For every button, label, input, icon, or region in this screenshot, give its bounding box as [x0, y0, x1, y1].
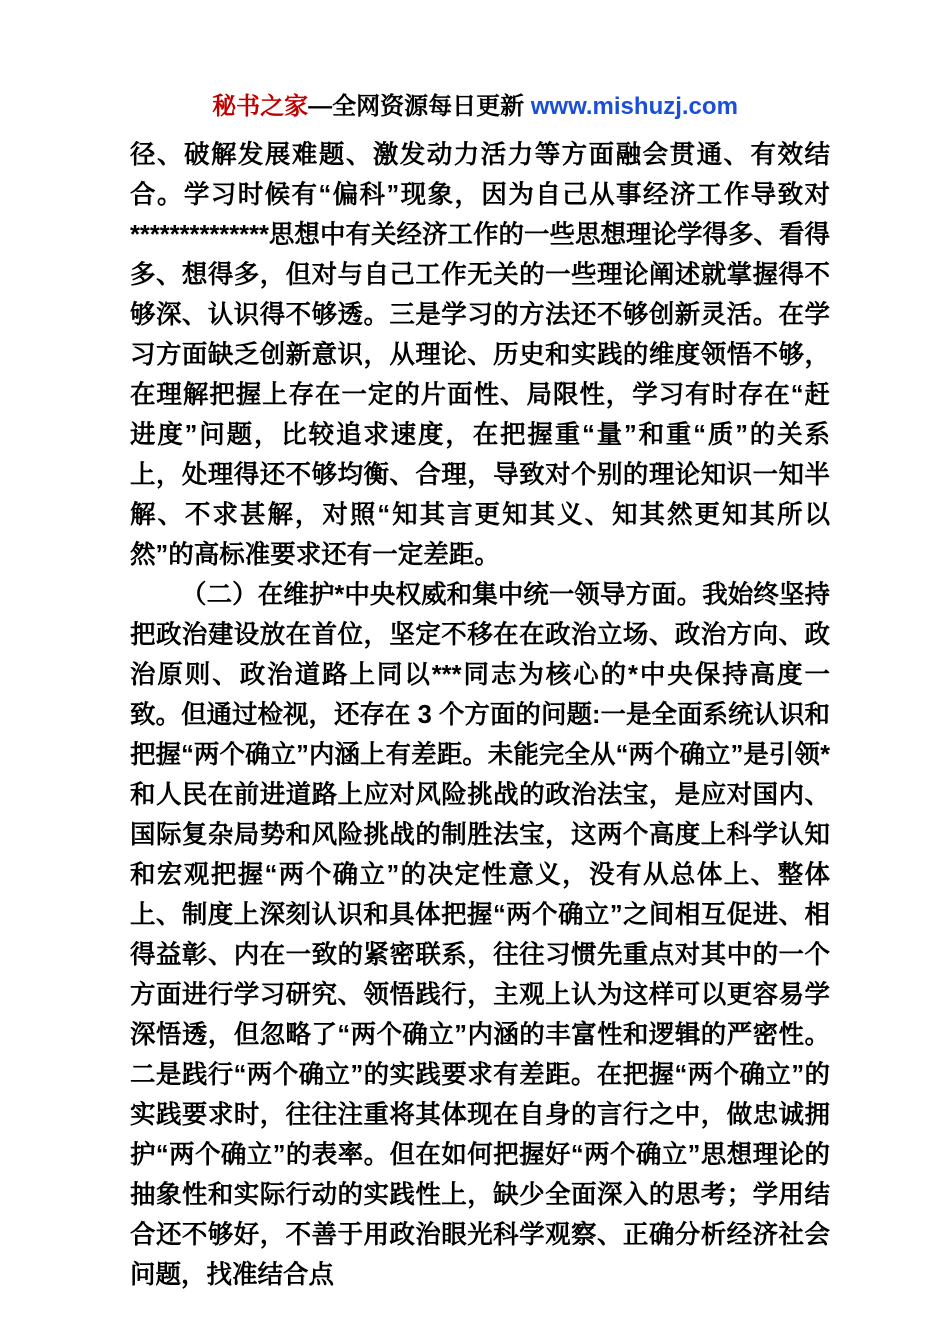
site-watermark-banner — [0, 86, 950, 121]
site-brand-name: 秘书之家 — [212, 93, 309, 120]
document-body — [130, 135, 830, 1295]
site-tagline: —全网资源每日更新 — [308, 93, 531, 120]
site-url[interactable]: www.mishuzj.com — [530, 93, 738, 120]
paragraph-1: 径、破解发展难题、激发动力活力等方面融会贯通、有效结合。学习时候有“偏科”现象，因为自己从事经济工作导致对**************思想中有关经济工作的一些思想理论学得多、看得多、想得多，但对与自己工作无关的一些理论阐述就掌握得不够深、认识得不够透。三是学习的方法还不够创新灵活。在学习方面缺乏创新意识，从理论、历史和实践的维度领悟不够，在理解把握上存在一定的片面性、局限性，学习有时存在“赶进度”问题，比较追求速度，在把握重“量”和重“质”的关系上，处理得还不够均衡、合理，导致对个别的理论知识一知半解、不求甚解，对照“知其言更知其义、知其然更知其所以然”的高标准要求还有一定差距。 — [130, 141, 830, 569]
paragraph-2: （二）在维护*中央权威和集中统一领导方面。我始终坚持把政治建设放在首位，坚定不移在在政治立场、政治方向、政治原则、政治道路上同以***同志为核心的*中央保持高度一致。但通过检视，还存在 3 个方面的问题:一是全面系统认识和把握“两个确立”内涵上有差距。未能完全从“两个确立”是引领*和人民在前进道路上应对风险挑战的政治法宝，是应对国内、国际复杂局势和风险挑战的制胜法宝，这两个高度上科学认知和宏观把握“两个确立”的决定性意义，没有从总体上、整体上、制度上深刻认识和具体把握“两个确立”之间相互促进、相得益彰、内在一致的紧密联系，往往习惯先重点对其中的一个方面进行学习研究、领悟践行，主观上认为这样可以更容易学深悟透，但忽略了“两个确立”内涵的丰富性和逻辑的严密性。二是践行“两个确立”的实践要求有差距。在把握“两个确立”的实践要求时，往往注重将其体现在自身的言行之中，做忠诚拥护“两个确立”的表率。但在如何把握好“两个确立”思想理论的抽象性和实际行动的实践性上，缺少全面深入的思考；学用结合还不够好，不善于用政治眼光科学观察、正确分析经济社会问题，找准结合点 — [130, 581, 830, 1289]
